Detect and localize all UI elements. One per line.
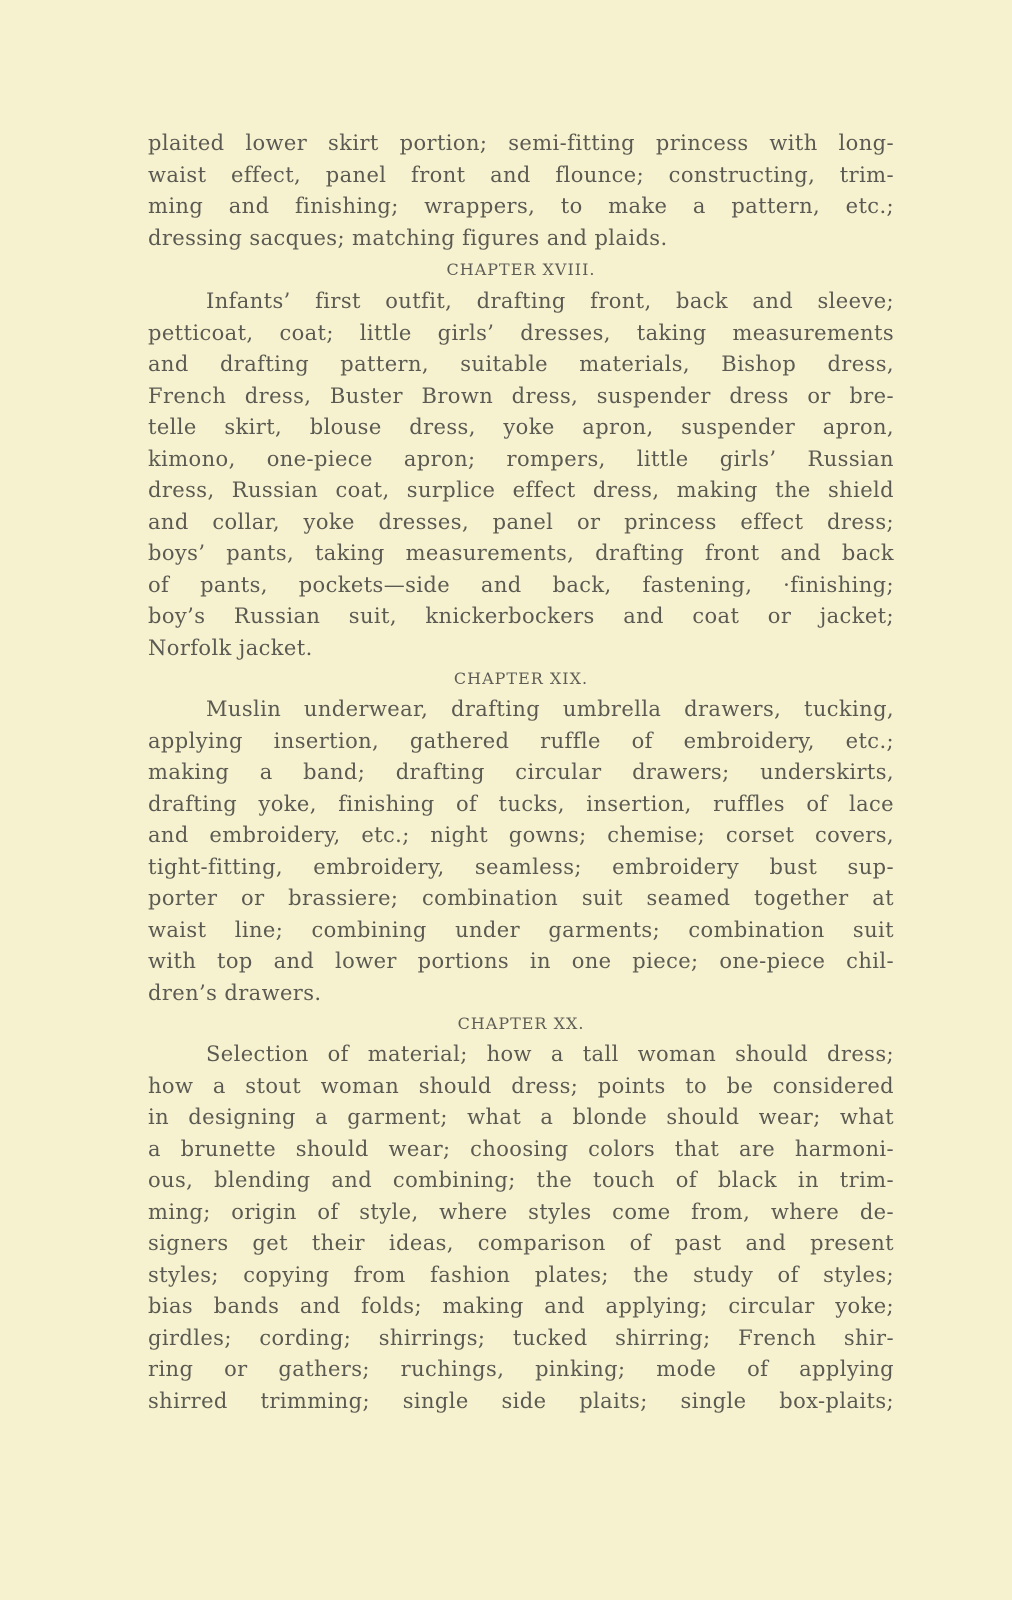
text-line: bias bands and folds; making and applying; circular yoke; bbox=[148, 1294, 894, 1318]
text-line: kimono, one-piece apron; rompers, little girls’ Russian bbox=[148, 446, 894, 471]
text-line: dress, Russian coat, surplice effect dress, making the shield bbox=[148, 478, 894, 502]
chapter-paragraph bbox=[148, 694, 894, 1009]
text-line: with top and lower portions in one piece; one-piece chil- bbox=[148, 949, 894, 973]
text-line: tight-fitting, embroidery, seamless; embroidery bust sup- bbox=[148, 854, 894, 879]
text-line: dressing sacques; matching figures and plaids. bbox=[148, 225, 668, 250]
text-line: girdles; cording; shirrings; tucked shirring; French shir- bbox=[148, 1325, 894, 1350]
chapter-paragraph bbox=[148, 1039, 894, 1417]
text-line: ming; origin of style, where styles come from, where de- bbox=[148, 1199, 894, 1224]
text-line: of pants, pockets—side and back, fastening, ·finishing; bbox=[148, 572, 894, 597]
text-line: Muslin underwear, drafting umbrella drawers, tucking, bbox=[206, 697, 894, 721]
text-line: telle skirt, blouse dress, yoke apron, suspender apron, bbox=[148, 415, 894, 439]
text-line: ring or gathers; ruchings, pinking; mode of applying bbox=[148, 1357, 894, 1381]
text-line: and drafting pattern, suitable materials, Bishop dress, bbox=[148, 352, 894, 376]
text-line: making a band; drafting circular drawers; underskirts, bbox=[148, 760, 894, 784]
text-line: styles; copying from fashion plates; the study of styles; bbox=[148, 1262, 894, 1287]
chapter-heading: CHAPTER XX. bbox=[457, 1014, 585, 1033]
text-line: Infants’ first outfit, drafting front, back and sleeve; bbox=[206, 289, 894, 313]
text-line: signers get their ideas, comparison of past and present bbox=[148, 1231, 894, 1255]
text-line: waist line; combining under garments; combination suit bbox=[148, 917, 894, 942]
text-line: and collar, yoke dresses, panel or princess effect dress; bbox=[148, 509, 894, 534]
text-line: petticoat, coat; little girls’ dresses, taking measurements bbox=[148, 320, 894, 345]
chapter-heading: CHAPTER XVIII. bbox=[446, 260, 596, 279]
text-line: and embroidery, etc.; night gowns; chemise; corset covers, bbox=[148, 823, 894, 847]
text-line: in designing a garment; what a blonde should wear; what bbox=[148, 1105, 894, 1129]
text-line: ming and finishing; wrappers, to make a pattern, etc.; bbox=[148, 194, 894, 218]
text-line: a brunette should wear; choosing colors that are harmoni- bbox=[148, 1136, 894, 1161]
text-line: waist effect, panel front and flounce; constructing, trim- bbox=[148, 162, 894, 187]
text-line: ous, blending and combining; the touch of black in trim- bbox=[148, 1168, 894, 1192]
text-line: Norfolk jacket. bbox=[148, 635, 313, 660]
book-page bbox=[148, 128, 894, 1417]
text-line: Selection of material; how a tall woman should dress; bbox=[206, 1042, 894, 1066]
text-line: boy’s Russian suit, knickerbockers and coat or jacket; bbox=[148, 604, 894, 628]
text-line: applying insertion, gathered ruffle of embroidery, etc.; bbox=[148, 728, 894, 753]
text-line: drafting yoke, finishing of tucks, insertion, ruffles of lace bbox=[148, 791, 894, 816]
paragraph-continued bbox=[148, 128, 894, 254]
text-line: plaited lower skirt portion; semi-fitting princess with long- bbox=[148, 131, 894, 155]
chapter-paragraph bbox=[148, 286, 894, 664]
text-line: boys’ pants, taking measurements, drafting front and back bbox=[148, 541, 894, 565]
text-line: porter or brassiere; combination suit seamed together at bbox=[148, 886, 894, 910]
text-line: French dress, Buster Brown dress, suspender dress or bre- bbox=[148, 383, 894, 408]
text-line: dren’s drawers. bbox=[148, 980, 322, 1005]
text-line: how a stout woman should dress; points to be considered bbox=[148, 1073, 894, 1098]
text-line: shirred trimming; single side plaits; single box-plaits; bbox=[148, 1388, 894, 1413]
chapter-heading: CHAPTER XIX. bbox=[453, 669, 589, 688]
